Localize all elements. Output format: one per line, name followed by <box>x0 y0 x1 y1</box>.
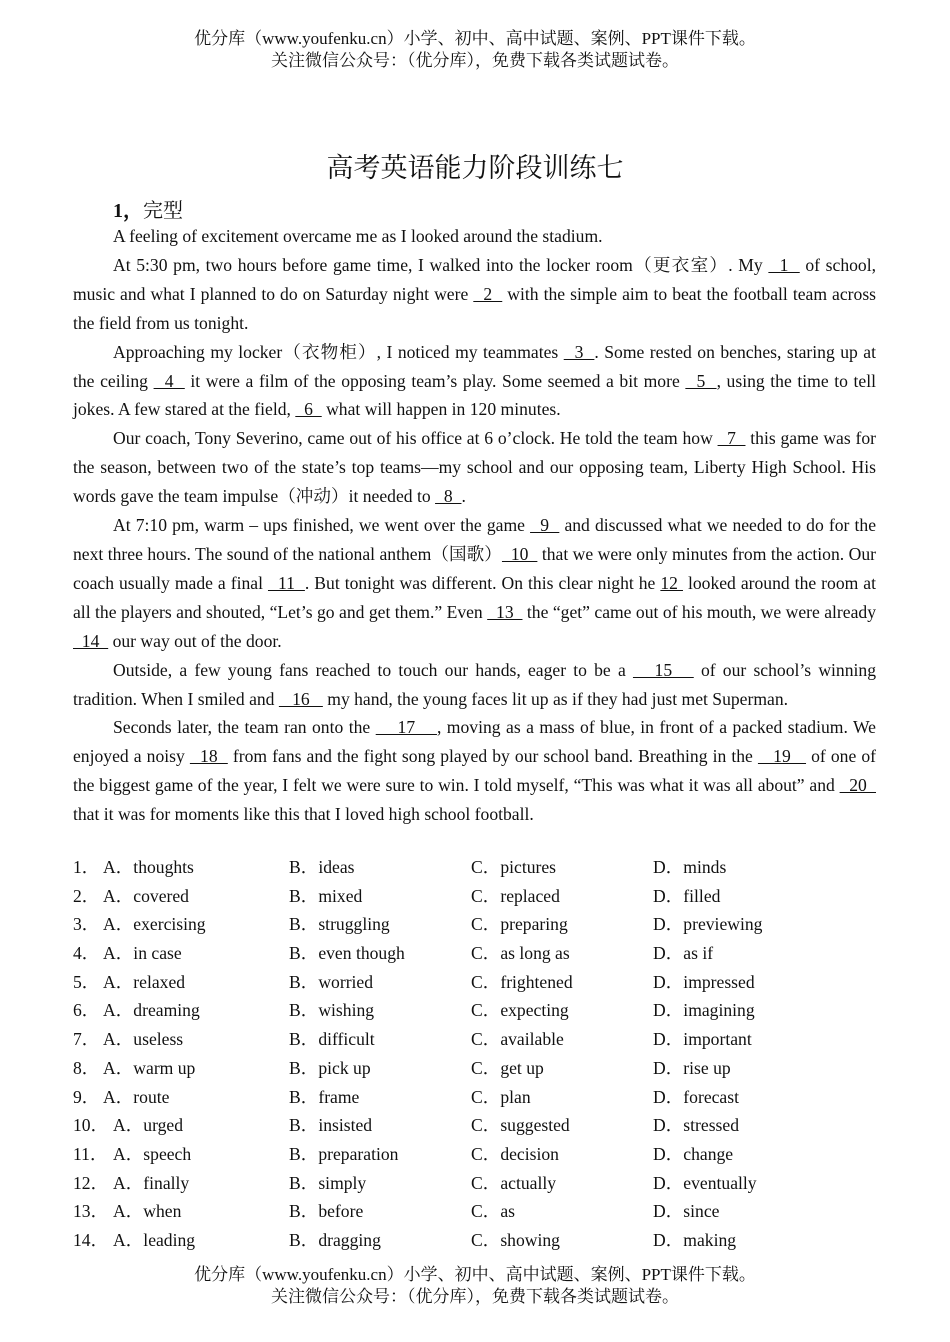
option-d: D．important <box>653 1029 752 1050</box>
header-line-2: 关注微信公众号：（优分库），免费下载各类试题试卷。 <box>271 51 679 70</box>
paragraph-2 <box>73 251 876 338</box>
option-row <box>73 996 893 1025</box>
paragraph-7 <box>73 713 876 829</box>
passage-text: . But tonight was different. On this clear night he <box>304 572 661 593</box>
passage-text: from fans and the fight song played by our school band. Breathing in the <box>227 746 758 767</box>
option-row <box>73 853 893 882</box>
passage-text: Approaching my locker（衣物柜）, I noticed my teammates <box>113 341 564 362</box>
passage-text: Our coach, Tony Severino, came out of his office at 6 o’clock. He told the team how <box>113 428 718 449</box>
passage-text: that we were only minutes from the action. Our coach usually made a final <box>73 543 876 593</box>
option-d: D．eventually <box>653 1172 757 1193</box>
question-number: 2． <box>73 885 100 906</box>
option-row <box>73 968 893 997</box>
option-c: C．decision <box>471 1143 559 1164</box>
footer-line-1: 优分库（www.youfenku.cn）小学、初中、高中试题、案例、PPT课件下载。 <box>194 1265 756 1284</box>
passage-text: and discussed what we needed to do for the next three hours. The sound of the national anthem（国歌） <box>73 515 877 564</box>
blank-10: 10 <box>501 543 538 564</box>
option-d: D．impressed <box>653 971 755 992</box>
passage-text: Seconds later, the team ran onto the <box>113 717 376 738</box>
option-a: A．in case <box>103 943 182 964</box>
option-d: D．previewing <box>653 914 763 935</box>
passage-text: my hand, the young faces lit up as if they had just met Superman. <box>322 688 789 709</box>
passage-text: Outside, a few young fans reached to touch our hands, eager to be a <box>113 659 633 680</box>
passage-text: this game was for the season, between two of the state’s top teams—my school and our opposing team, Liberty High School. His words gave the team impulse（冲动）it needed to <box>73 428 876 507</box>
blank-1: 1 <box>768 254 800 275</box>
option-row <box>73 1197 893 1226</box>
section-heading <box>113 194 183 223</box>
option-d: D．minds <box>653 857 727 877</box>
question-number: 5． <box>73 971 100 992</box>
option-row <box>73 1140 893 1169</box>
option-a: A．urged <box>113 1115 184 1136</box>
option-row <box>73 939 893 968</box>
option-c: C．available <box>471 1029 564 1050</box>
blank-12: 12 <box>660 572 683 593</box>
option-c: C．expecting <box>471 1000 569 1021</box>
passage-text: , using the time to tell jokes. A few stared at the field, <box>73 370 877 420</box>
page-footer <box>0 1264 950 1308</box>
option-c: C．get up <box>471 1057 544 1078</box>
footer-line-2: 关注微信公众号：（优分库），免费下载各类试题试卷。 <box>271 1287 679 1306</box>
question-number: 4． <box>73 943 100 964</box>
option-b: B．insisted <box>289 1115 373 1136</box>
paragraph-5 <box>73 511 876 656</box>
blank-20: 20 <box>839 775 876 796</box>
option-d: D．imagining <box>653 1000 755 1021</box>
option-a: A．speech <box>113 1143 192 1164</box>
option-c: C．as <box>471 1201 515 1222</box>
option-c: C．preparing <box>471 914 568 935</box>
blank-9: 9 <box>530 515 560 536</box>
blank-14: 14 <box>73 630 109 651</box>
option-b: B．even though <box>289 943 405 964</box>
option-c: C．suggested <box>471 1115 570 1136</box>
passage-text: At 5:30 pm, two hours before game time, I walked into the locker room（更衣室）. My <box>113 254 769 275</box>
cloze-passage <box>73 222 876 829</box>
option-d: D．change <box>653 1143 734 1164</box>
option-a: A．thoughts <box>103 857 194 877</box>
passage-text: that it was for moments like this that I loved high school football. <box>73 804 534 825</box>
option-row <box>73 1226 893 1255</box>
option-b: B．before <box>289 1201 364 1222</box>
question-number: 12． <box>73 1172 109 1193</box>
option-a: A．exercising <box>103 914 206 935</box>
passage-text: it were a film of the opposing team’s play. Some seemed a bit more <box>184 370 686 391</box>
option-c: C．as long as <box>471 943 570 964</box>
option-d: D．forecast <box>653 1086 739 1107</box>
option-b: B．dragging <box>289 1229 381 1250</box>
option-row <box>73 1111 893 1140</box>
paragraph-4 <box>73 424 876 511</box>
blank-17: 17 <box>375 717 437 738</box>
document-title: 高考英语能力阶段训练七 <box>326 153 624 183</box>
option-a: A．leading <box>113 1229 196 1250</box>
option-a: A．warm up <box>103 1057 196 1078</box>
option-a: A．relaxed <box>103 971 186 992</box>
blank-19: 19 <box>757 746 807 767</box>
option-d: D．filled <box>653 885 721 906</box>
passage-text: the “get” came out of his mouth, we were already <box>522 601 876 622</box>
option-c: C．frightened <box>471 971 573 992</box>
blank-15: 15 <box>632 659 694 680</box>
option-a: A．dreaming <box>103 1000 200 1021</box>
passage-text: At 7:10 pm, warm – ups finished, we went over the game <box>113 515 531 536</box>
blank-2: 2 <box>473 283 503 304</box>
option-c: C．showing <box>471 1229 560 1250</box>
option-row <box>73 1054 893 1083</box>
passage-text: . Some rested on benches, staring up at the ceiling <box>73 341 876 391</box>
blank-18: 18 <box>189 746 228 767</box>
question-number: 8． <box>73 1057 100 1078</box>
option-c: C．pictures <box>471 857 557 877</box>
blank-13: 13 <box>487 601 523 622</box>
passage-text: with the simple aim to beat the football team across the field from us tonight. <box>73 283 877 333</box>
header-line-1: 优分库（www.youfenku.cn）小学、初中、高中试题、案例、PPT课件下载。 <box>194 29 756 48</box>
option-c: C．actually <box>471 1172 557 1193</box>
option-b: B．difficult <box>289 1029 375 1050</box>
question-number: 14． <box>73 1229 109 1250</box>
option-d: D．as if <box>653 943 714 964</box>
question-number: 10． <box>73 1115 109 1136</box>
paragraph-3 <box>73 338 876 425</box>
question-number: 9． <box>73 1086 100 1107</box>
blank-4: 4 <box>153 370 185 391</box>
paragraph-1: A feeling of excitement overcame me as I looked around the stadium. <box>113 226 603 246</box>
option-c: C．replaced <box>471 885 560 906</box>
section-number: 1， <box>113 200 143 222</box>
option-a: A．useless <box>103 1029 184 1050</box>
blank-11: 11 <box>267 572 305 593</box>
blank-3: 3 <box>563 341 595 362</box>
paragraph-6 <box>73 656 876 714</box>
question-number: 1． <box>73 857 100 877</box>
option-d: D．stressed <box>653 1115 740 1136</box>
option-b: B．mixed <box>289 885 363 906</box>
option-d: D．since <box>653 1201 720 1222</box>
blank-5: 5 <box>685 370 717 391</box>
question-number: 6． <box>73 1000 100 1021</box>
option-b: B．simply <box>289 1172 367 1193</box>
option-row <box>73 1169 893 1198</box>
option-b: B．ideas <box>289 857 355 877</box>
blank-16: 16 <box>278 688 323 709</box>
passage-text: , moving as a mass of blue, in front of a packed stadium. We enjoyed a noisy <box>73 717 876 767</box>
option-b: B．preparation <box>289 1143 399 1164</box>
option-b: B．pick up <box>289 1057 371 1078</box>
option-b: B．struggling <box>289 914 390 935</box>
question-number: 13． <box>73 1201 109 1222</box>
passage-text: looked around the room at all the players and shouted, “Let’s go and get them.” Even <box>73 572 877 622</box>
passage-text: of one of the biggest game of the year, I felt we were sure to win. I told myself, “This was what it was all about” and <box>73 746 876 796</box>
option-c: C．plan <box>471 1086 531 1107</box>
option-a: A．when <box>113 1201 182 1222</box>
question-number: 11． <box>73 1143 108 1164</box>
option-row <box>73 1025 893 1054</box>
passage-text: what will happen in 120 minutes. <box>321 399 561 420</box>
option-d: D．making <box>653 1229 737 1250</box>
option-b: B．wishing <box>289 1000 375 1021</box>
option-b: B．frame <box>289 1086 360 1107</box>
passage-text: . <box>461 486 466 507</box>
option-a: A．route <box>103 1086 170 1107</box>
option-a: A．finally <box>113 1172 190 1193</box>
question-number: 3． <box>73 914 100 935</box>
option-d: D．rise up <box>653 1057 731 1078</box>
question-number: 7． <box>73 1029 100 1050</box>
option-b: B．worried <box>289 971 374 992</box>
option-row <box>73 910 893 939</box>
passage-text: our way out of the door. <box>108 630 282 651</box>
section-name: 完型 <box>143 200 183 222</box>
blank-7: 7 <box>717 428 746 449</box>
page-header <box>0 28 950 72</box>
answer-options <box>73 853 893 1255</box>
option-row <box>73 1083 893 1112</box>
blank-8: 8 <box>435 486 462 507</box>
option-a: A．covered <box>103 885 189 906</box>
option-row <box>73 882 893 911</box>
blank-6: 6 <box>295 399 322 420</box>
passage-text: of school, music and what I planned to do on Saturday night were <box>73 254 876 304</box>
passage-text: of our school’s winning tradition. When I smiled and <box>73 659 876 709</box>
